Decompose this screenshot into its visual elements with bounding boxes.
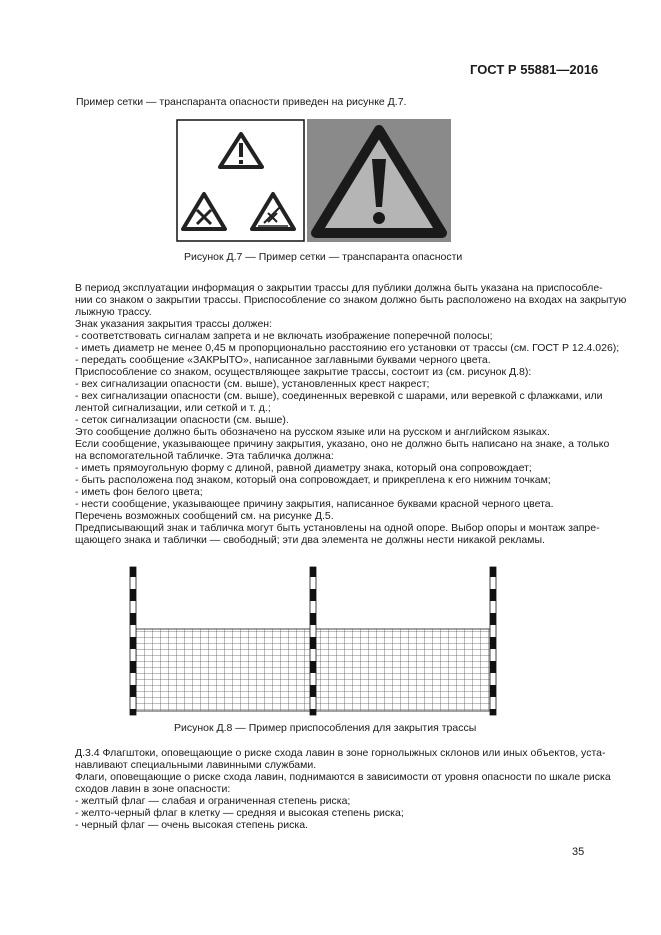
paragraph-line: В период эксплуатации информация о закрытии трассы для публики должна быть указана на приспособле- [75, 282, 603, 294]
paragraph-line: щающего знака и таблички — свободный; эти два элемента не должны нести никакой рекламы. [75, 534, 545, 546]
paragraph-line: Это сообщение должно быть обозначено на русском языке или на русском и английском языках. [75, 426, 550, 438]
marker-pole [310, 567, 316, 715]
paragraph-line: - желтый флаг — слабая и ограниченная степень риска; [75, 795, 351, 807]
paragraph-line: Если сообщение, указывающее причину закрытия, указано, оно не должно быть написано на знаке, а только [75, 438, 610, 450]
paragraph-line: нии со знаком о закрытии трассы. Приспособление со знаком должно быть расположено на входах на закрытую [75, 294, 627, 306]
intro-text: Пример сетки — транспаранта опасности приведен на рисунке Д.7. [76, 96, 407, 108]
paragraph-line: Перечень возможных сообщений см. на рисунке Д.5. [75, 510, 334, 522]
figure-d7 [176, 119, 451, 242]
paragraph-line: лыжную трассу. [75, 306, 152, 318]
page-number: 35 [572, 846, 585, 858]
paragraph-line: - передать сообщение «ЗАКРЫТО», написанное заглавными буквами черного цвета. [75, 354, 491, 366]
paragraph-line: сходов лавин в зоне опасности: [75, 783, 231, 795]
paragraph-line: - соответствовать сигналам запрета и не включать изображение поперечной полосы; [75, 330, 493, 342]
figure-d7-caption: Рисунок Д.7 — Пример сетки — транспаранта опасности [184, 251, 463, 263]
paragraph-line: Приспособление со знаком, осуществляющее закрытие трассы, состоит из (см. рисунок Д.8): [75, 366, 532, 378]
paragraph-line: Д.3.4 Флагштоки, оповещающие о риске схода лавин в зоне горнолыжных склонов или иных объектов, уста- [75, 747, 606, 759]
paragraph-line: - сеток сигнализации опасности (см. выше). [75, 414, 289, 426]
paragraph-line: на вспомогательной табличке. Эта табличка должна: [75, 450, 334, 462]
marker-pole [130, 567, 136, 715]
figure-d8 [128, 565, 498, 717]
document-header: ГОСТ Р 55881—2016 [470, 62, 599, 77]
paragraph-line: Флаги, оповещающие о риске схода лавин, поднимаются в зависимости от уровня опасности по шкале риска [75, 771, 611, 783]
paragraph-line: лентой сигнализации, или сеткой и т. д.; [75, 402, 271, 414]
paragraph-line: - быть расположена под знаком, который она сопровождает, и прикреплена к его нижним точкам; [75, 474, 551, 486]
paragraph-line: Знак указания закрытия трассы должен: [75, 318, 273, 330]
paragraph-line: - иметь фон белого цвета; [75, 486, 203, 498]
paragraph-line: навливают специальными лавинными службами. [75, 759, 317, 771]
figure-d8-caption: Рисунок Д.8 — Пример приспособления для закрытия трассы [174, 722, 477, 734]
paragraph-line: - нести сообщение, указывающее причину закрытия, написанное буквами красной черного цвета. [75, 498, 554, 510]
marker-pole [490, 567, 496, 715]
paragraph-line: - вех сигнализации опасности (см. выше), установленных крест накрест; [75, 378, 430, 390]
paragraph-line: - иметь диаметр не менее 0,45 м пропорционально расстоянию его установки от трассы (см. ГОСТ Р 12.4.026); [75, 342, 620, 354]
paragraph-line: Предписывающий знак и табличка могут быть установлены на одной опоре. Выбор опоры и монтаж запре- [75, 522, 600, 534]
paragraph-line: - вех сигнализации опасности (см. выше), соединенных веревкой с шарами, или веревкой с флажками, или [75, 390, 603, 402]
paragraph-line: - желто-черный флаг в клетку — средняя и высокая степень риска; [75, 807, 404, 819]
paragraph-line: - иметь прямоугольную форму с длиной, равной диаметру знака, который она сопровождает; [75, 462, 532, 474]
paragraph-line: - черный флаг — очень высокая степень риска. [75, 819, 308, 831]
